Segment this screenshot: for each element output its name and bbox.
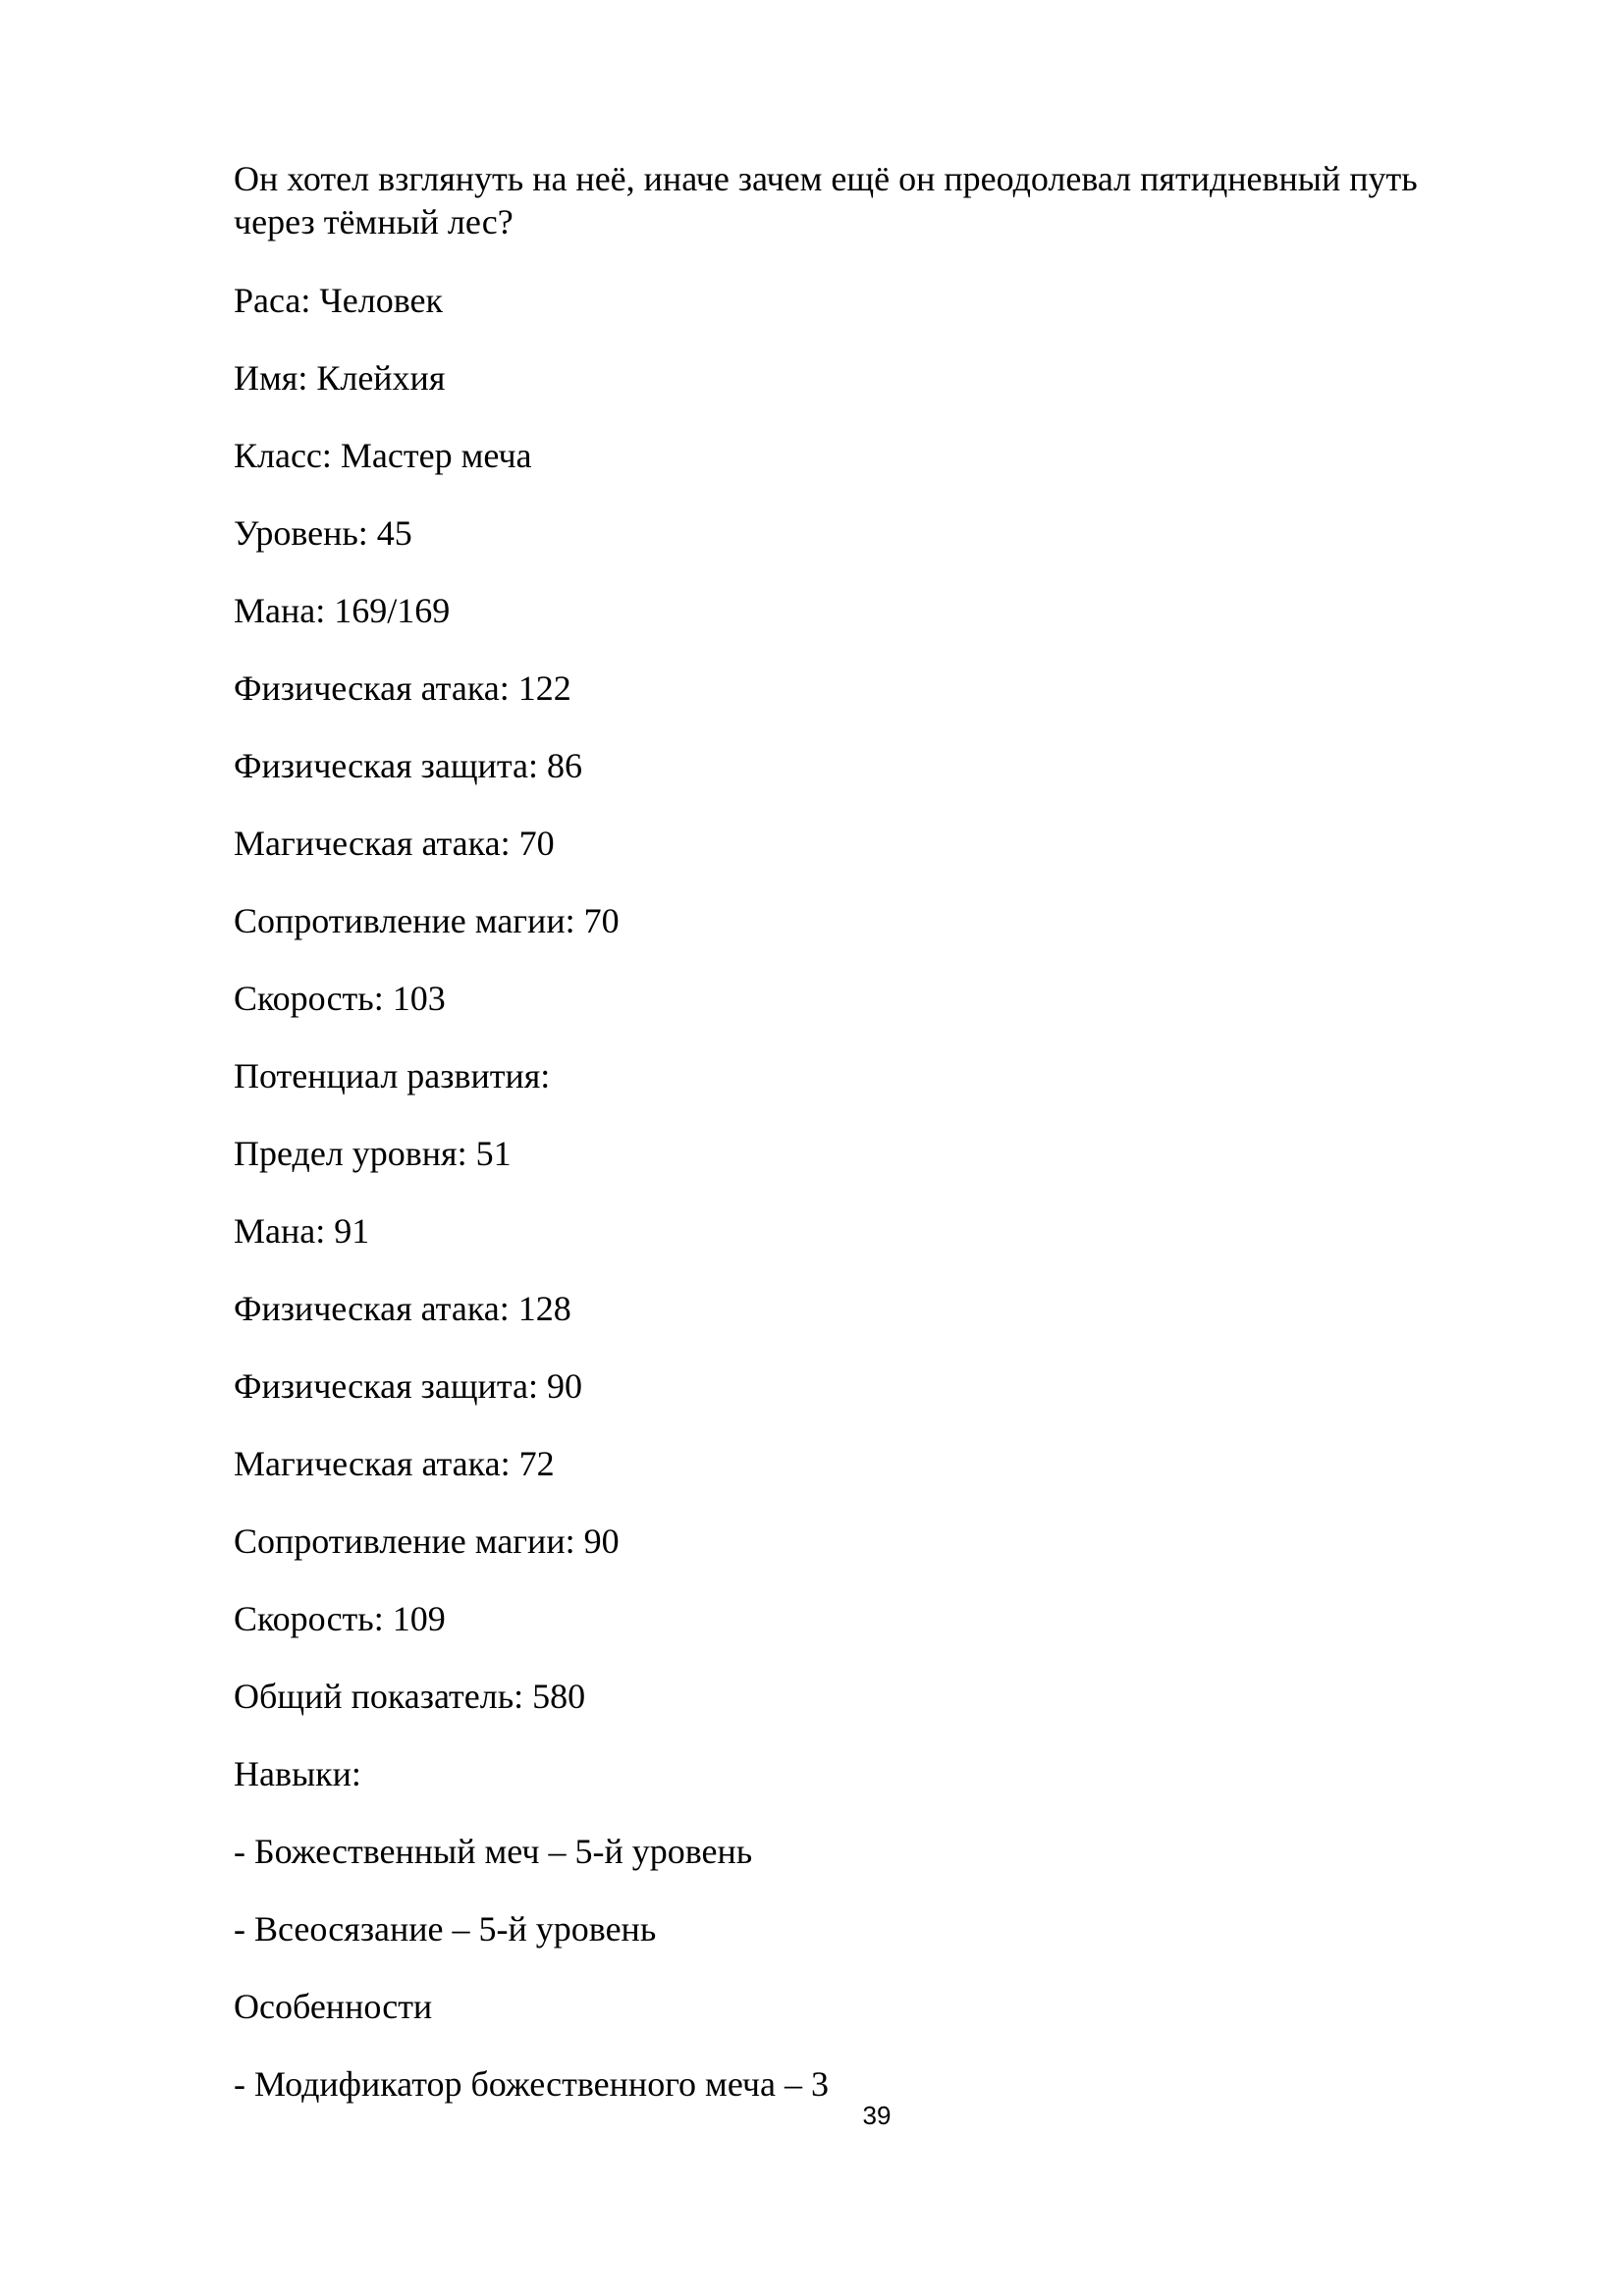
potential-line-magic-attack: Магическая атака: 72 xyxy=(234,1444,555,1483)
potential-line-physical-defense: Физическая защита: 90 xyxy=(234,1366,582,1406)
potential-line-level-cap: Предел уровня: 51 xyxy=(234,1134,512,1173)
total-score-line: Общий показатель: 580 xyxy=(234,1677,586,1716)
stat-line-class: Класс: Мастер меча xyxy=(234,436,532,475)
stat-line-race: Раса: Человек xyxy=(234,281,443,320)
intro-paragraph: Он хотел взглянуть на неё, иначе зачем ещё он преодолевал пятидневный путь через тёмный лес? xyxy=(234,159,1427,241)
stat-line-level: Уровень: 45 xyxy=(234,513,412,553)
stat-line-physical-defense: Физическая защита: 86 xyxy=(234,746,582,785)
potential-line-magic-resistance: Сопротивление магии: 90 xyxy=(234,1522,620,1561)
stat-line-magic-resistance: Сопротивление магии: 70 xyxy=(234,901,620,940)
stat-line-name: Имя: Клейхия xyxy=(234,358,446,398)
features-heading: Особенности xyxy=(234,1987,433,2026)
stat-line-magic-attack: Магическая атака: 70 xyxy=(234,824,555,863)
page-number: 39 xyxy=(862,2101,892,2130)
stat-line-speed: Скорость: 103 xyxy=(234,979,446,1018)
stat-line-physical-attack: Физическая атака: 122 xyxy=(234,668,571,708)
feature-line-divine-sword-modifier: - Модификатор божественного меча – 3 xyxy=(234,2064,830,2104)
page-content xyxy=(234,157,1461,2140)
skill-line-omni-sense: - Всеосязание – 5-й уровень xyxy=(234,1909,657,1949)
skills-heading: Навыки: xyxy=(234,1754,361,1793)
potential-line-speed: Скорость: 109 xyxy=(234,1599,446,1638)
stat-line-mana: Мана: 169/169 xyxy=(234,591,451,630)
potential-line-physical-attack: Физическая атака: 128 xyxy=(234,1289,571,1328)
skill-line-divine-sword: - Божественный меч – 5-й уровень xyxy=(234,1832,753,1871)
potential-line-mana: Мана: 91 xyxy=(234,1211,370,1251)
potential-heading: Потенциал развития: xyxy=(234,1056,551,1095)
